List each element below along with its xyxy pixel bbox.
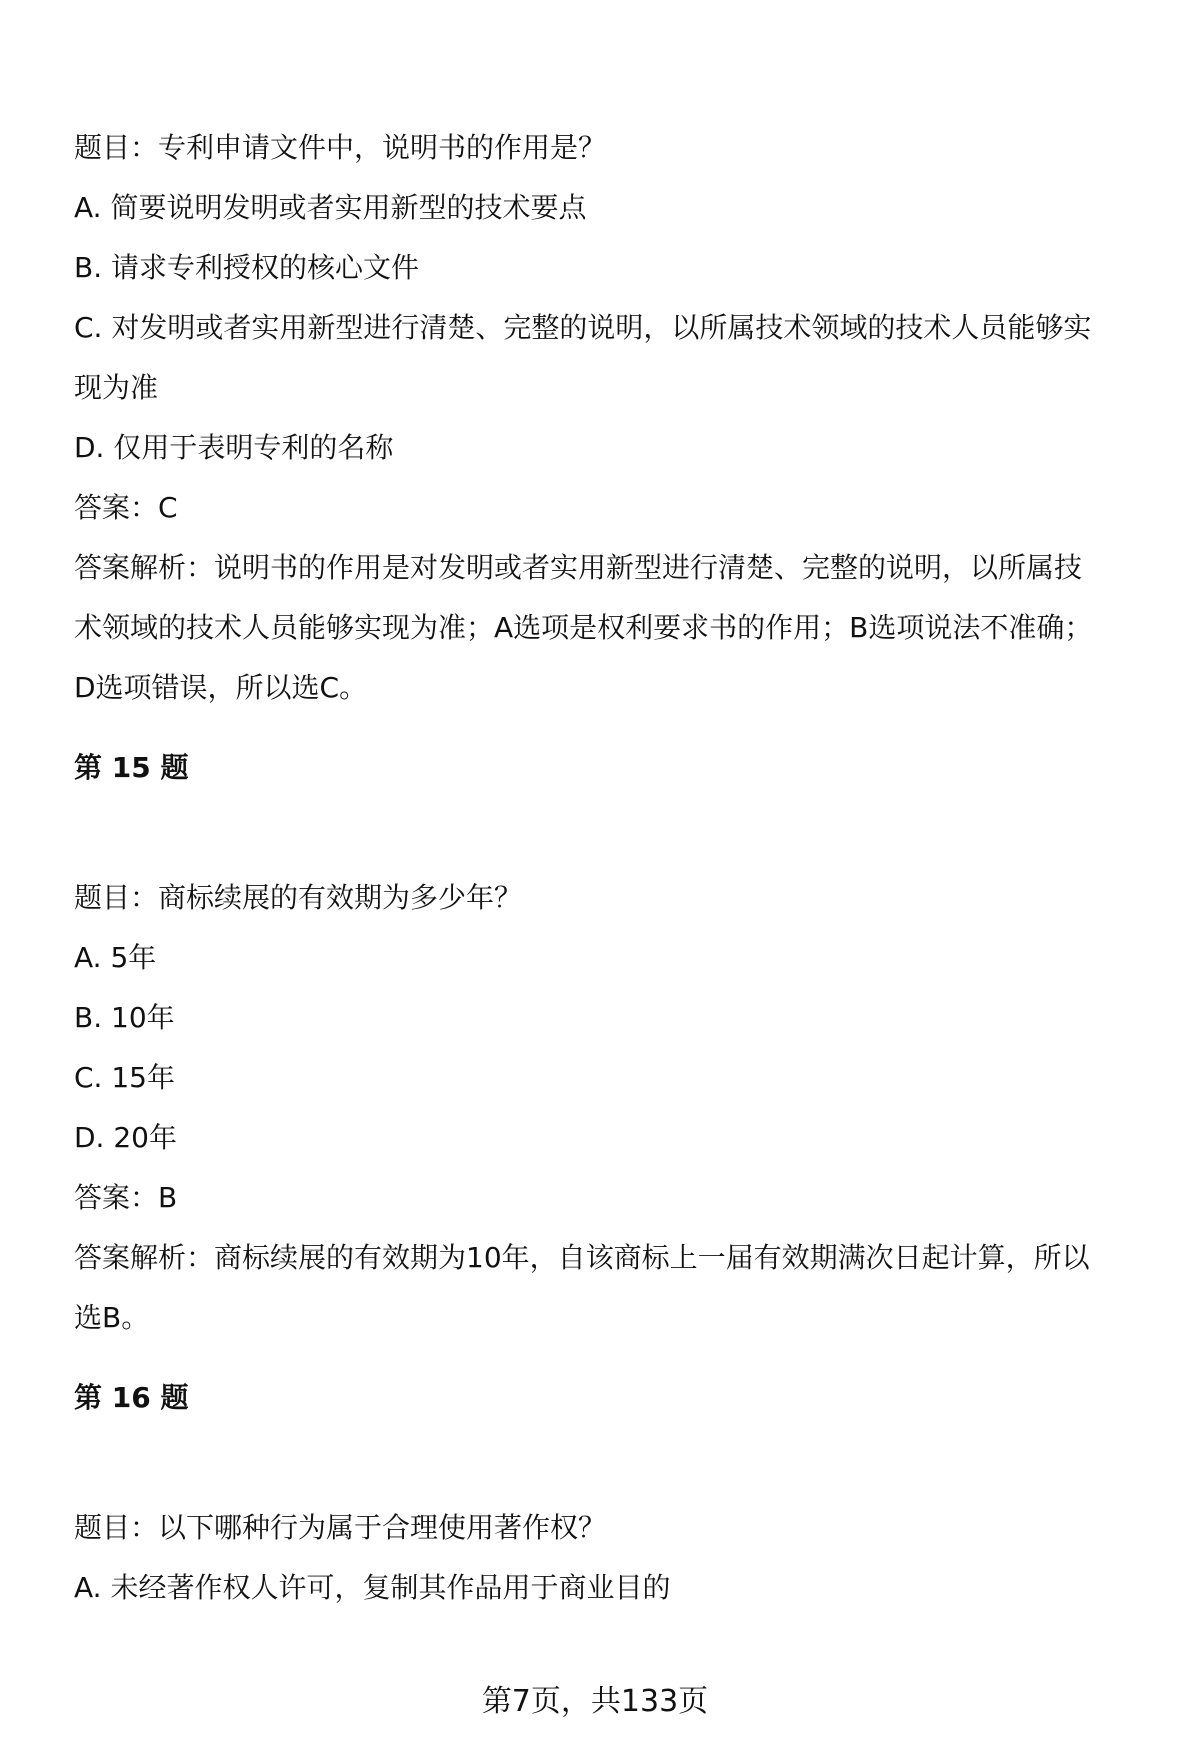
option-c: C. 15年 <box>74 1061 175 1094</box>
question-16-heading: 第 16 题 <box>74 1381 189 1414</box>
analysis-line-1: 答案解析：商标续展的有效期为10年，自该商标上一届有效期满次日起计算，所以 <box>74 1241 1090 1274</box>
question-text: 题目：专利申请文件中，说明书的作用是？ <box>74 131 607 164</box>
question-15-heading: 第 15 题 <box>74 751 189 784</box>
answer-text: 答案：B <box>74 1181 178 1214</box>
option-a: A. 未经著作权人许可，复制其作品用于商业目的 <box>74 1571 671 1604</box>
answer-text: 答案：C <box>74 491 178 524</box>
option-d: D. 20年 <box>74 1121 177 1154</box>
analysis-line-2: 选B。 <box>74 1301 150 1334</box>
option-a: A. 简要说明发明或者实用新型的技术要点 <box>74 191 587 224</box>
option-c: C. 对发明或者实用新型进行清楚、完整的说明，以所属技术领域的技术人员能够实 <box>74 311 1092 344</box>
option-b: B. 请求专利授权的核心文件 <box>74 251 420 284</box>
question-15-block <box>74 868 1174 1348</box>
document-page <box>74 118 1174 1618</box>
analysis-line-3: D选项错误，所以选C。 <box>74 671 368 704</box>
analysis-line-1: 答案解析：说明书的作用是对发明或者实用新型进行清楚、完整的说明，以所属技 <box>74 551 1083 584</box>
option-d: D. 仅用于表明专利的名称 <box>74 431 394 464</box>
question-text: 题目：以下哪种行为属于合理使用著作权？ <box>74 1511 607 1544</box>
option-a: A. 5年 <box>74 941 157 974</box>
analysis-line-2: 术领域的技术人员能够实现为准；A选项是权利要求书的作用；B选项说法不准确； <box>74 611 1093 644</box>
question-16-block <box>74 1498 1174 1618</box>
question-14-block <box>74 118 1174 718</box>
option-c-continued: 现为准 <box>74 371 159 404</box>
page-number: 第7页，共133页 <box>481 1684 709 1719</box>
question-text: 题目：商标续展的有效期为多少年？ <box>74 881 523 914</box>
option-b: B. 10年 <box>74 1001 175 1034</box>
